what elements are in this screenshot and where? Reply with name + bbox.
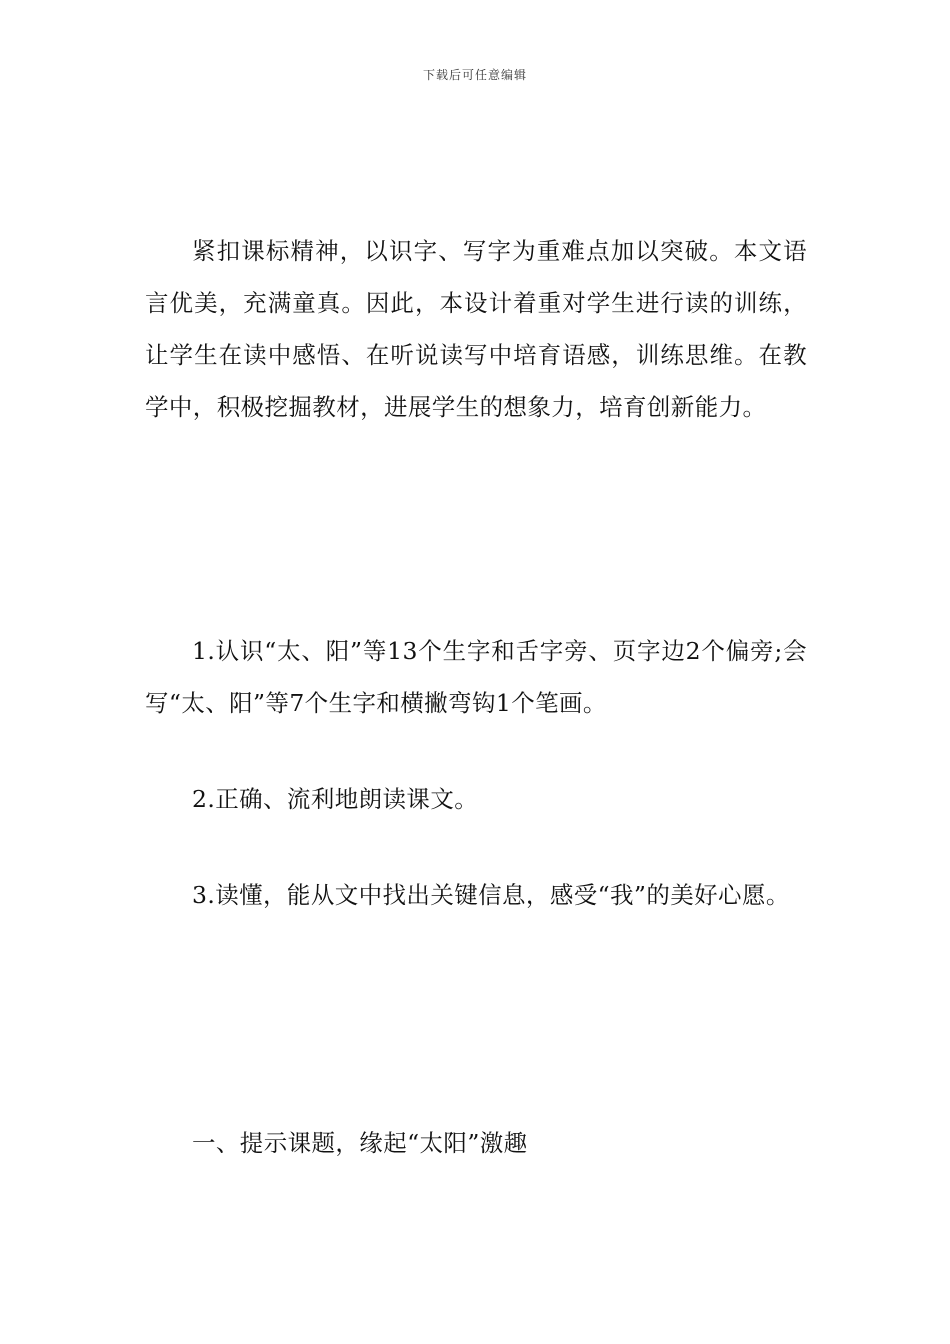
- design-intent-paragraph: 紧扣课标精神，以识字、写字为重难点加以突破。本文语言优美，充满童真。因此，本设计着重对学生进行读的训练，让学生在读中感悟、在听说读写中培育语感，训练思维。在教学中，积极挖掘教材，进展学生的想象力，培育创新能力。: [145, 237, 807, 421]
- section-heading: 一、提示课题，缘起“太阳”激趣: [192, 1129, 528, 1157]
- page-header-note: 下载后可任意编辑: [422, 68, 527, 82]
- objective-item-1: 1.认识“太、阳”等13个生字和舌字旁、页字边2个偏旁;会写“太、阳”等7个生字和横撇弯钩1个笔画。: [145, 637, 807, 717]
- objective-item-3: 3.读懂，能从文中找出关键信息，感受“我”的美好心愿。: [192, 881, 790, 909]
- objective-item-2: 2.正确、流利地朗读课文。: [192, 785, 479, 813]
